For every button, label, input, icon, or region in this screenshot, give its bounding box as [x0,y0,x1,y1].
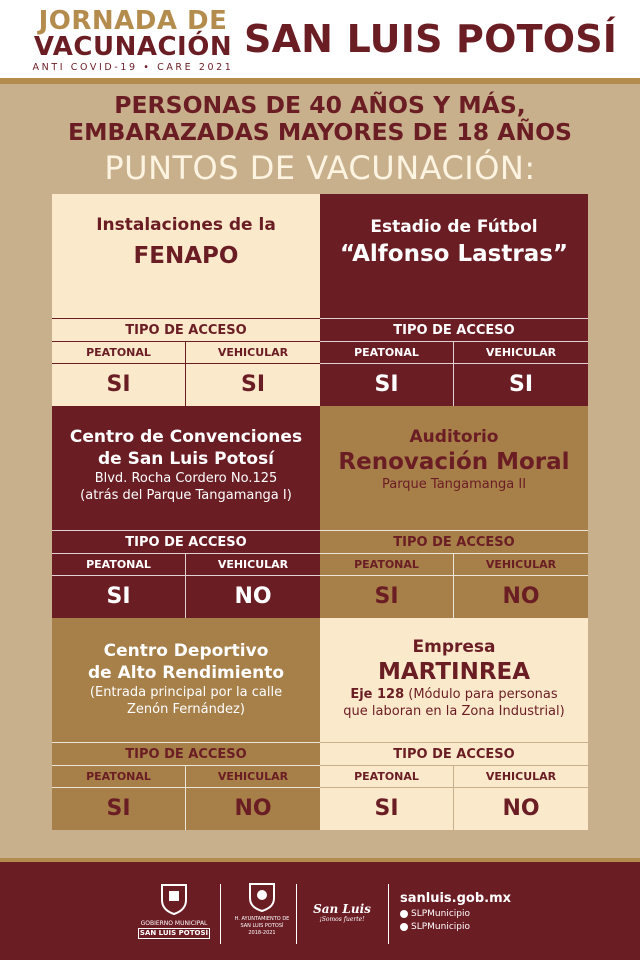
site-name-line-2: Renovación Moral [338,449,570,475]
vaccination-sites-grid [52,194,588,830]
section-subtitle: PUNTOS DE VACUNACIÓN: [104,149,536,187]
pedestrian-header: PEATONAL [320,554,454,576]
pedestrian-value: SI [320,576,454,618]
vehicle-value: NO [502,584,540,609]
logo2-line-1: H. AYUNTAMIENTO DE [234,916,290,922]
vehicle-header: VEHICULAR [186,766,320,788]
headline-line-1: PERSONAS DE 40 AÑOS Y MÁS, [114,91,526,119]
twitter-icon [400,923,408,931]
site-name-line-1: Centro Deportivo [103,641,269,661]
municipal-government-logo [138,882,210,939]
facebook-icon [400,910,408,918]
access-type-header: TIPO DE ACCESO [52,530,320,554]
site-title [52,194,320,318]
header-band [0,78,640,84]
site-name-line-1: Auditorio [409,427,499,447]
access-table [52,530,320,618]
access-type-header: TIPO DE ACCESO [320,742,588,766]
vehicle-value: NO [234,796,272,821]
logo-line-3: ANTI COVID-19 • CARE 2021 [32,62,234,73]
logo1-line-1: GOBIERNO MUNICIPAL [140,920,208,927]
site-name-line-1: Empresa [412,637,496,657]
vehicle-header: VEHICULAR [454,342,588,364]
site-title [52,406,320,530]
pedestrian-value: SI [52,576,186,618]
vehicle-value: NO [234,584,272,609]
twitter-handle: SLPMunicipio [411,922,470,932]
logo2-line-2: SAN LUIS POTOSÍ [240,923,284,929]
access-type-header: TIPO DE ACCESO [52,742,320,766]
site-title [320,194,588,318]
ayuntamiento-logo [230,882,294,937]
access-type-header: TIPO DE ACCESO [320,530,588,554]
contact-block [400,890,540,934]
slogan-line-1: San Luis [313,902,371,916]
site-panel-auditorio [320,406,588,618]
footer-gold-line [0,858,640,862]
coat-of-arms-icon [159,882,189,916]
vehicle-header: VEHICULAR [186,554,320,576]
pedestrian-value: SI [52,364,186,406]
pedestrian-header: PEATONAL [52,554,186,576]
vehicle-value: SI [508,372,534,397]
site-address-line-1: Parque Tangamanga II [381,477,527,492]
access-table [320,530,588,618]
access-type-header: TIPO DE ACCESO [320,318,588,342]
slogan-logo [304,902,380,924]
logo-line-2: VACUNACIÓN [33,32,233,62]
facebook-link[interactable] [400,908,540,921]
city-title: SAN LUIS POTOSÍ [244,17,618,61]
pedestrian-header: PEATONAL [52,766,186,788]
site-title [52,618,320,742]
site-title [320,618,588,742]
site-name-line-1: Estadio de Fútbol [370,217,538,237]
site-address-line-1: (Entrada principal por la calle [89,685,283,700]
site-address-line-1 [326,686,582,703]
header [0,0,640,78]
site-name-line-2: de Alto Rendimiento [87,663,285,683]
slogan-line-2: ¡Somos fuerte! [319,916,365,923]
vehicle-header: VEHICULAR [454,766,588,788]
site-title [320,406,588,530]
campaign-logo [28,8,238,73]
site-address-text: (Módulo para personas [404,687,558,702]
vehicle-header: VEHICULAR [186,342,320,364]
site-address-line-2: (atrás del Parque Tangamanga I) [80,488,292,503]
pedestrian-value: SI [320,788,454,830]
access-table [52,318,320,406]
pedestrian-header: PEATONAL [320,766,454,788]
site-panel-martinrea [320,618,588,830]
access-table [52,742,320,830]
footer-divider [220,884,221,944]
logo2-line-3: 2018-2021 [248,930,276,936]
footer-divider [388,884,389,944]
site-address-line-1: Blvd. Rocha Cordero No.125 [94,471,278,486]
footer [0,858,640,960]
access-type-header: TIPO DE ACCESO [52,318,320,342]
site-name-line-2: MARTINREA [377,659,531,685]
twitter-link[interactable] [400,921,540,934]
pedestrian-value: SI [320,364,454,406]
pedestrian-header: PEATONAL [320,342,454,364]
site-panel-centro-convenciones [52,406,320,618]
logo1-line-2: SAN LUIS POTOSÍ [139,929,209,937]
site-address-line-2: Zenón Fernández) [127,702,245,717]
site-panel-fenapo [52,194,320,406]
vehicle-header: VEHICULAR [454,554,588,576]
vehicle-value: NO [502,796,540,821]
site-name-line-2: FENAPO [133,243,239,269]
site-name-line-1: Instalaciones de la [96,215,276,235]
ayuntamiento-shield-icon [248,882,276,912]
site-name-line-1: Centro de Convenciones [69,427,303,447]
site-name-line-2: de San Luis Potosí [97,449,275,469]
access-table [320,318,588,406]
site-panel-centro-deportivo [52,618,320,830]
footer-divider [296,884,297,944]
pedestrian-value: SI [52,788,186,830]
site-panel-estadio [320,194,588,406]
pedestrian-header: PEATONAL [52,342,186,364]
facebook-handle: SLPMunicipio [411,909,470,919]
site-address-bold: Eje 128 [350,687,405,702]
headline-line-2: EMBARAZADAS MAYORES DE 18 AÑOS [68,118,572,146]
access-table [320,742,588,830]
vehicle-value: SI [240,372,266,397]
headline [0,92,640,146]
website-link[interactable]: sanluis.gob.mx [400,891,512,906]
site-name-line-2: “Alfonso Lastras” [339,241,569,267]
logo-line-1: JORNADA DE [38,6,228,36]
site-address-line-2: que laboran en la Zona Industrial) [343,704,565,719]
